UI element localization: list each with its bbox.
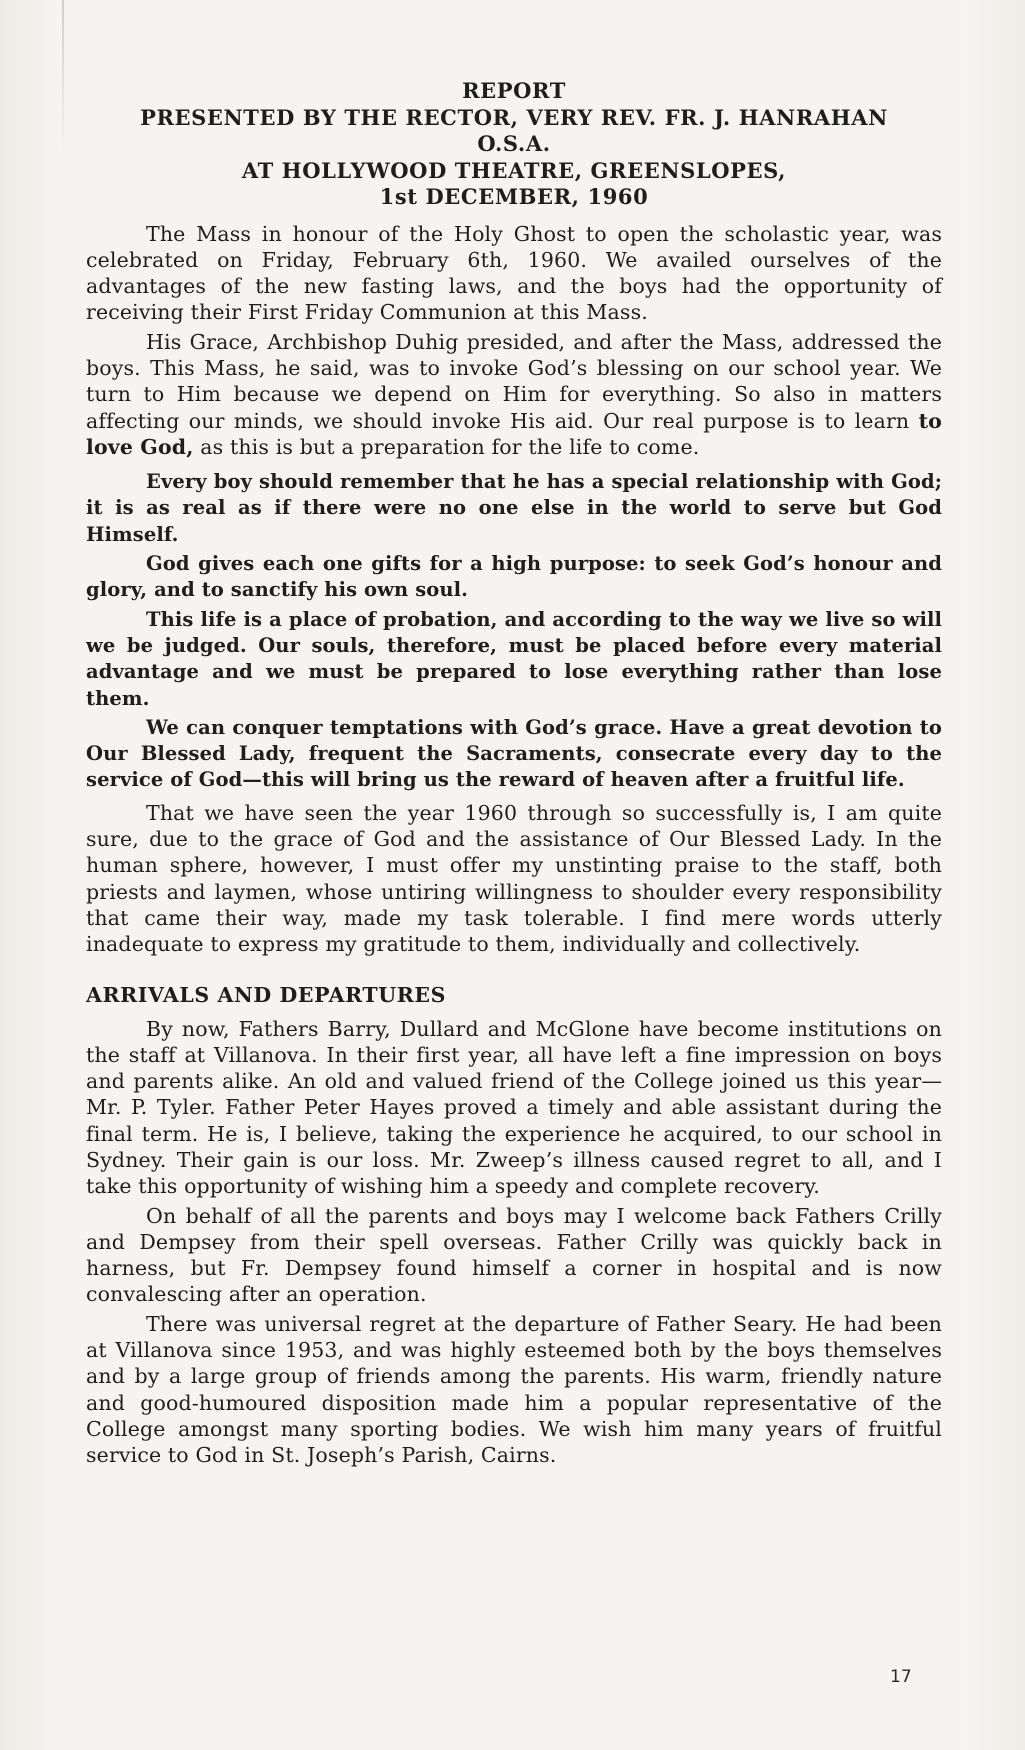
section-heading-arrivals: ARRIVALS AND DEPARTURES — [86, 982, 447, 1007]
teaching-probation: This life is a place of probation, and according to the way we live so will we be judged. Our souls, therefore, must be placed before every material advantage and we must be prepared to lose everything rather than lose them. — [86, 607, 942, 710]
title-report: REPORT — [462, 78, 566, 103]
teaching-temptations: We can conquer temptations with God’s grace. Have a great devotion to Our Blessed Lady, frequent the Sacraments, consecrate every day to the service of God—this will bring us the reward of heaven after a fruitful life. — [86, 715, 942, 792]
page-number: 17 — [890, 1667, 912, 1687]
archbishop-text-start: His Grace, Archbishop Duhig presided, and after the Mass, addressed the boys. This Mass, he said, was to invoke God’s blessing on our school year. We turn to Him because we depend on Him for everything. So also in matters affecting our minds, we should invoke His aid. Our real purpose is to learn — [86, 329, 942, 433]
title-order: O.S.A. — [477, 131, 551, 156]
title-date: 1st DECEMBER, 1960 — [379, 184, 649, 209]
love-god-emphasis: to love God, — [86, 408, 943, 459]
intro-paragraph-archbishop — [86, 329, 942, 460]
arrivals-paragraph-departure: There was universal regret at the departure of Father Seary. He had been at Villanova since 1953, and was highly esteemed both by the boys themselves and by a large group of friends among the parents. His warm, friendly nature and good-humoured disposition made him a popular representative of the College amongst many sporting bodies. We wish him many years of fruitful service to God in St. Joseph’s Parish, Cairns. — [86, 1311, 942, 1468]
arrivals-paragraph-staff: By now, Fathers Barry, Dullard and McGlone have become institutions on the staff at Villanova. In their first year, all have left a fine impression on boys and parents alike. An old and valued friend of the College joined us this year—Mr. P. Tyler. Father Peter Hayes proved a timely and able assistant during the final term. He is, I believe, taking the experience he acquired, to our school in Sydney. Their gain is our loss. Mr. Zweep’s illness caused regret to all, and I take this opportunity of wishing him a speedy and complete recovery. — [86, 1016, 942, 1199]
archbishop-text-end: as this is but a preparation for the life to come. — [200, 434, 700, 459]
title-presenter: PRESENTED BY THE RECTOR, VERY REV. FR. J. HANRAHAN — [140, 104, 888, 130]
closing-paragraph-gratitude: That we have seen the year 1960 through so successfully is, I am quite sure, due to the grace of God and the assistance of Our Blessed Lady. In the human sphere, however, I must offer my unstinting praise to the staff, both priests and laymen, whose untiring willingness to shoulder every responsibility that came their way, made my task tolerable. I find mere words utterly inadequate to express my gratitude to them, individually and collectively. — [86, 800, 942, 957]
arrivals-paragraph-welcome: On behalf of all the parents and boys may I welcome back Fathers Crilly and Dempsey from their spell overseas. Father Crilly was quickly back in harness, but Fr. Dempsey found himself a corner in hospital and is now convalescing after an operation. — [86, 1203, 942, 1307]
teaching-relationship: Every boy should remember that he has a special relationship with God; it is as real as if there were no one else in the world to serve but God Himself. — [86, 470, 942, 546]
intro-paragraph-mass: The Mass in honour of the Holy Ghost to open the scholastic year, was celebrated on Friday, February 6th, 1960. We availed ourselves of the advantages of the new fasting laws, and the boys had the opportunity of receiving their First Friday Communion at this Mass. — [86, 221, 942, 325]
report-title-block — [86, 78, 942, 211]
title-venue: AT HOLLYWOOD THEATRE, GREENSLOPES, — [241, 157, 787, 183]
report-body — [86, 78, 942, 1472]
teaching-gifts: God gives each one gifts for a high purpose: to seek God’s honour and glory, and to sanctify his own soul. — [86, 552, 942, 602]
page-crease — [62, 0, 64, 160]
